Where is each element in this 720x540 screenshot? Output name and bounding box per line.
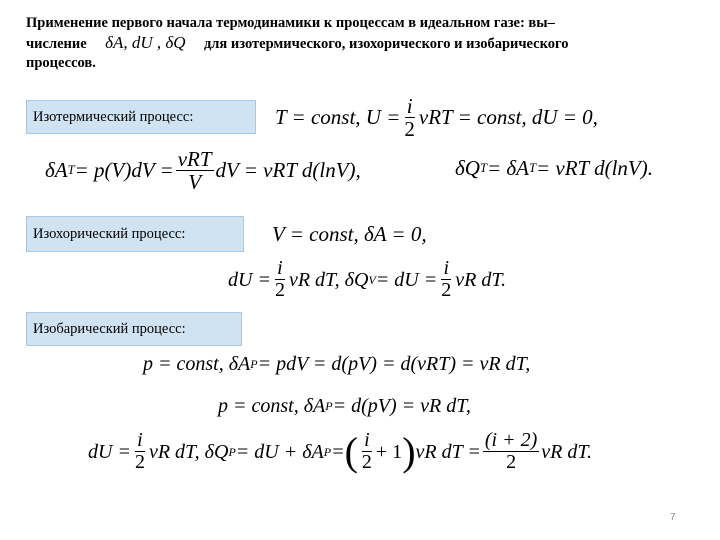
isothermal-eq-1-frac [402,95,417,140]
eq-term: = pdV = d(pV) = d(νRT) = νR dT, [257,353,531,375]
isothermal-eq-1-tail: νRT = const, dU = 0, [418,105,598,130]
isobaric-eq-1 [143,354,530,374]
isothermal-eq-1-head: T = const, U = [275,105,401,130]
isothermal-eq-2 [45,148,361,193]
isochoric-eq-2 [228,258,506,301]
eq-subscript: P [228,444,236,459]
title-line-2-rest: для изотермического, изохорического и изобарического [203,36,569,52]
isobaric-eq-2 [218,396,471,416]
slide-title [26,14,696,73]
eq-term: = νRT d(lnV). [535,156,654,180]
frac-num: νRT [177,147,212,171]
frac-num: i [406,94,413,118]
eq-term: νR dT, δQ [288,268,369,291]
isochoric-eq-1: V = const, δA = 0, [272,222,427,246]
eq-term: νR dT = [415,440,481,463]
title-line-1: Применение первого начала термодинамики к процессам в идеальном газе: вы– [26,15,555,31]
eq-subscript: V [368,272,376,287]
eq-subscript: P [323,444,332,459]
eq-term: νR dT, δQ [148,440,229,463]
isobaric-eq-3-frac [133,430,147,473]
eq-term: = dU + δA [235,440,324,463]
frac-num: i [137,429,143,451]
eq-subscript: T [67,163,75,178]
isobaric-eq-3-frac-2 [483,430,539,473]
eq-term: δQ [455,156,480,180]
eq-subscript: T [528,161,536,176]
eq-term: dV = νRT d(lnV), [215,158,361,183]
frac-den: 2 [134,451,145,473]
frac-den: 2 [274,279,285,301]
frac-num: i [277,257,283,279]
frac-den: 2 [441,279,452,301]
isothermal-label: Изотермический процесс: [26,100,256,134]
eq-term: dU = [88,440,131,463]
eq-term: νR dT. [455,268,506,291]
isothermal-eq-3 [455,158,653,179]
isobaric-eq-3-paren-frac [360,430,374,473]
title-line-3: процессов. [26,55,96,71]
isobaric-eq-3 [88,430,592,473]
isochoric-label: Изохорический процесс: [26,216,244,252]
frac-den: V [188,170,202,195]
frac-den: 2 [404,117,415,142]
eq-term: dU = [228,268,271,291]
frac-num: (i + 2) [484,429,538,451]
frac-num: i [443,257,449,279]
eq-subscript: T [479,161,487,176]
eq-term: νR dT. [541,440,592,463]
eq-term: δA [45,158,68,183]
eq-term: p = const, δA [143,353,251,375]
eq-term: p = const, δA [218,395,326,417]
left-paren: ( [344,428,358,474]
page-number: 7 [670,512,676,523]
frac-den: 2 [506,451,517,473]
eq-term: = dU = [375,268,438,291]
title-line-2 [26,33,696,54]
frac-den: 2 [361,451,372,473]
right-paren: ) [402,428,416,474]
title-word-calc: числение [26,36,87,52]
eq-term: = δA [486,156,529,180]
isobaric-label: Изобарический процесс: [26,312,242,346]
eq-term: = [331,440,345,463]
frac-num: i [364,429,370,451]
isothermal-eq-1 [275,95,598,140]
eq-term: + 1 [375,440,403,463]
isochoric-eq-2-frac-2 [439,258,453,301]
eq-term: = d(pV) = νR dT, [332,395,471,417]
isochoric-eq-2-frac [273,258,287,301]
eq-subscript: P [325,399,333,413]
title-inline-math: δA, dU , δQ [105,33,186,52]
eq-subscript: P [250,357,258,371]
isothermal-eq-2-frac [176,148,214,193]
eq-term: = p(V)dV = [74,158,174,183]
